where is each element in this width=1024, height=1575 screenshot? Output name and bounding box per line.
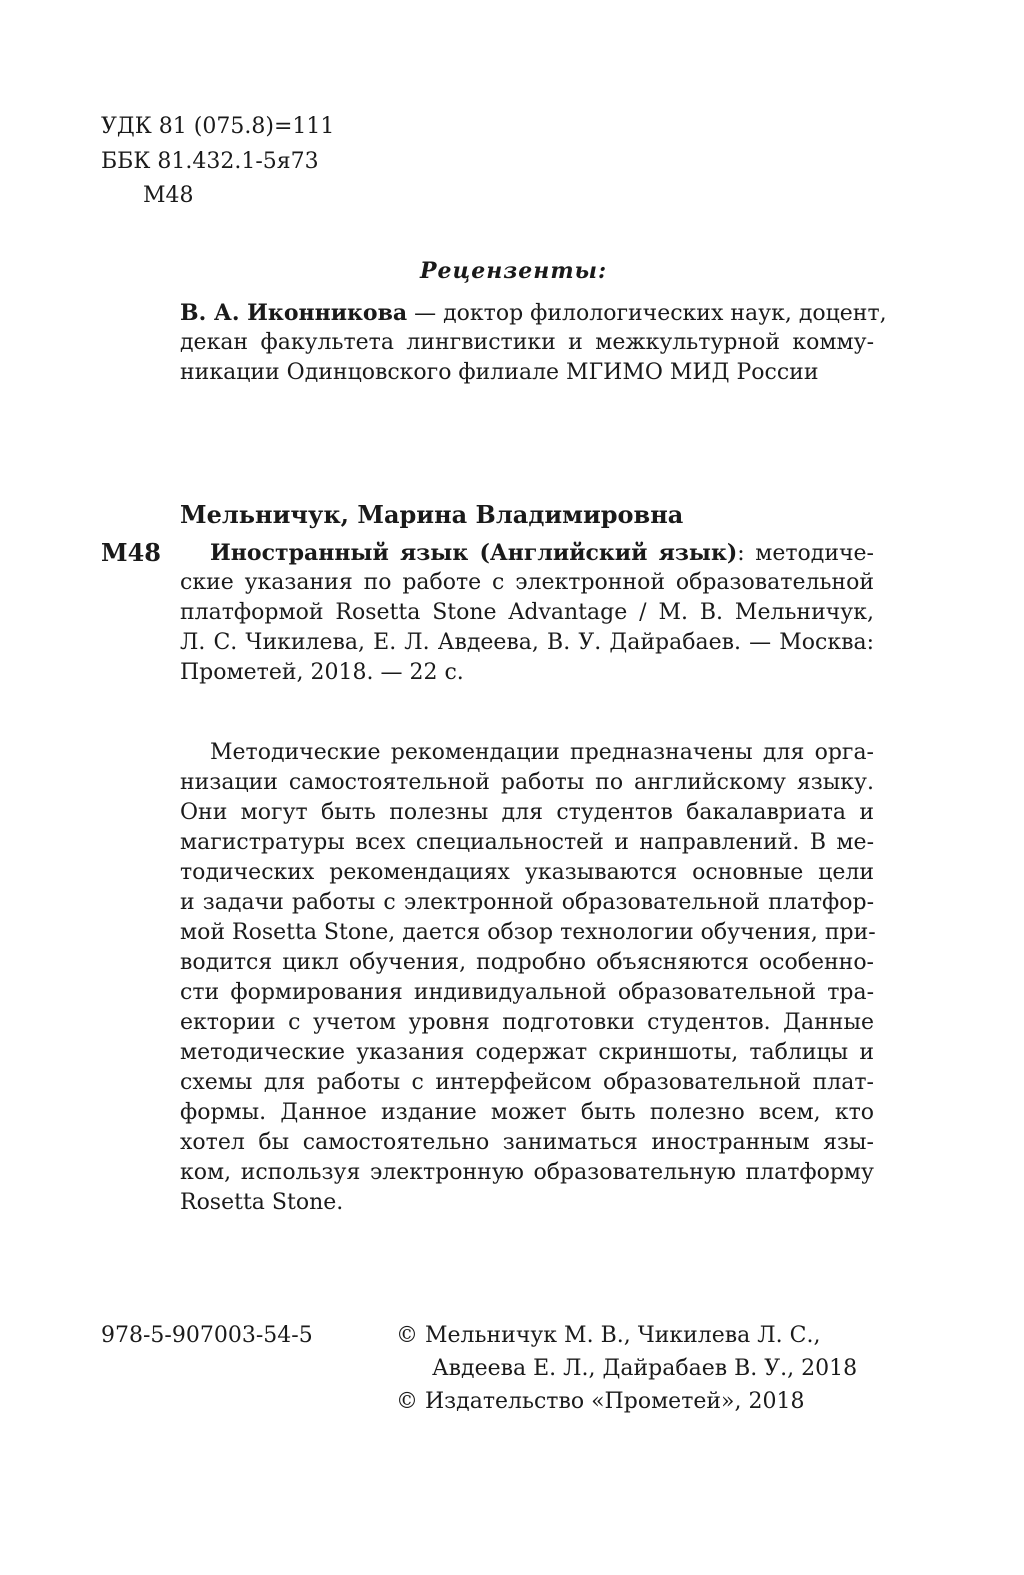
abstract-line: формы. Данное издание может быть полезно всем, кто [180,1100,874,1125]
copyright-line: © Издательство «Прометей», 2018 [396,1389,805,1414]
record-line: Л. С. Чикилева, Е. Л. Авдеева, В. У. Дайрабаев. — Москва: [180,630,874,655]
abstract-line: ком, используя электронную образовательную платформу [180,1160,874,1185]
reviewer-line: В. А. Иконникова — доктор филологических наук, доцент, [180,300,887,326]
reviewers-heading: Рецензенты: [420,258,608,284]
author-mark: М48 [143,183,194,208]
abstract-line: тодических рекомендациях указываются основные цели [180,860,874,885]
reviewer-line: никации Одинцовского филиале МГИМО МИД России [180,360,819,385]
record-line: платформой Rosetta Stone Advantage / М. В. Мельничук, [180,600,874,625]
record-line: Прометей, 2018. — 22 с. [180,660,464,685]
abstract [180,738,874,1218]
record-description [180,538,874,688]
abstract-line: Они могут быть полезны для студентов бакалавриата и [180,800,874,825]
abstract-line: мой Rosetta Stone, дается обзор технологии обучения, при- [180,920,876,945]
abstract-line: Rosetta Stone. [180,1190,344,1215]
abstract-line: хотел бы самостоятельно заниматься иностранным язы- [180,1130,874,1155]
reviewer-block [180,298,887,388]
bbk-code: ББК 81.432.1-5я73 [101,149,319,174]
abstract-line: низации самостоятельной работы по английскому языку. [180,770,874,795]
abstract-line: Методические рекомендации предназначены для орга- [210,740,874,765]
author-heading: Мельничук, Марина Владимировна [180,500,684,529]
record-title: Иностранный язык (Английский язык) [210,540,738,566]
abstract-line: схемы для работы с интерфейсом образовательной плат- [180,1070,874,1095]
copyright-line: © Мельничук М. В., Чикилева Л. С., [396,1323,821,1348]
record-line: Иностранный язык (Английский язык): методиче- [210,540,874,566]
abstract-line: методические указания содержат скриншоты, таблицы и [180,1040,874,1065]
record-line: ские указания по работе с электронной образовательной [180,570,874,595]
isbn: 978-5-907003-54-5 [101,1323,313,1348]
abstract-line: водится цикл обучения, подробно объясняются особенно- [180,950,874,975]
copyright-line: Авдеева Е. Л., Дайрабаев В. У., 2018 [432,1356,858,1381]
udk-code: УДК 81 (075.8)=111 [101,114,335,139]
abstract-line: ектории с учетом уровня подготовки студентов. Данные [180,1010,874,1035]
reviewer-name: В. А. Иконникова [180,300,408,326]
abstract-line: сти формирования индивидуальной образовательной тра- [180,980,874,1005]
reviewer-line: декан факультета лингвистики и межкультурной комму- [180,330,874,355]
abstract-line: магистратуры всех специальностей и направлений. В ме- [180,830,874,855]
record-mark: М48 [101,538,161,567]
abstract-line: и задачи работы с электронной образовательной платфор- [180,890,874,915]
